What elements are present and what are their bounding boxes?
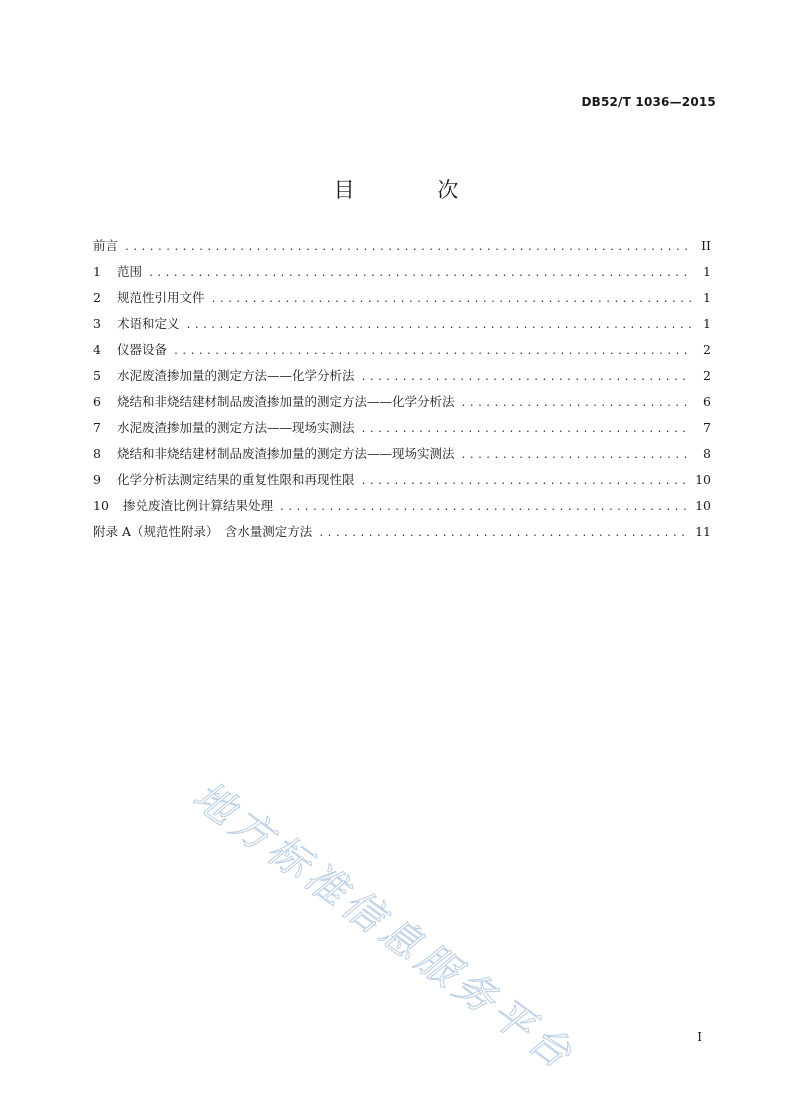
toc-entry[interactable] (93, 314, 711, 340)
toc-entry-page: 10 (695, 472, 711, 487)
toc-title: 目 次 (333, 178, 497, 202)
toc-entry-page: 1 (703, 316, 711, 331)
toc-entry[interactable] (93, 288, 711, 314)
toc-leader-dots (361, 476, 690, 487)
toc-entry-label: 水泥废渣掺加量的测定方法——现场实测法 (117, 420, 355, 435)
toc-entry-number: 9 (93, 472, 101, 487)
toc-entry[interactable] (93, 444, 711, 470)
toc-entry-page: 2 (703, 342, 711, 357)
document-code: DB52/T 1036—2015 (581, 95, 716, 109)
page-number: I (697, 1030, 702, 1044)
toc-entry[interactable] (93, 236, 711, 262)
toc-entry[interactable] (93, 470, 711, 496)
toc-entry[interactable] (93, 496, 711, 522)
toc-entry-label: 掺兑废渣比例计算结果处理 (123, 498, 274, 513)
toc-entry-number: 2 (93, 290, 101, 305)
toc-entry[interactable] (93, 340, 711, 366)
toc-entry-label: 仪器设备 (117, 342, 168, 357)
toc-entry-page: 8 (703, 446, 711, 461)
toc-entry-page: 1 (703, 264, 711, 279)
toc-leader-dots (211, 294, 691, 305)
toc-entry[interactable] (93, 392, 711, 418)
toc-leader-dots (186, 320, 691, 331)
toc-entry-number: 3 (93, 316, 101, 331)
toc-entry-page: 11 (695, 524, 711, 539)
toc-entry-page: 2 (703, 368, 711, 383)
toc-leader-dots (361, 372, 691, 383)
toc-entry[interactable] (93, 418, 711, 444)
toc-leader-dots (461, 450, 691, 461)
toc-entry[interactable] (93, 522, 711, 548)
toc-entry-number: 7 (93, 420, 101, 435)
toc-entry-label: 烧结和非烧结建材制品废渣掺加量的测定方法——现场实测法 (117, 446, 455, 461)
toc-entry-label: 范围 (117, 264, 143, 279)
toc-leader-dots (461, 398, 691, 409)
toc-entry[interactable] (93, 366, 711, 392)
toc-entry-page: 1 (703, 290, 711, 305)
toc-entry-number: 5 (93, 368, 101, 383)
toc-leader-dots (361, 424, 691, 435)
toc-entry-label: 附录 A（规范性附录） 含水量测定方法 (93, 524, 313, 539)
toc-leader-dots (124, 242, 691, 253)
toc-entry-page: 6 (703, 394, 711, 409)
toc-entry-number: 6 (93, 394, 101, 409)
toc-entry-number: 4 (93, 342, 101, 357)
toc-entry-page: 7 (703, 420, 711, 435)
toc-entry-label: 前言 (93, 238, 119, 253)
toc-entry-label: 水泥废渣掺加量的测定方法——化学分析法 (117, 368, 355, 383)
toc-entry-number: 10 (93, 498, 109, 513)
watermark: 地方标准信息服务平台 (184, 772, 584, 1081)
toc-leader-dots (173, 346, 691, 357)
toc-entry-number: 8 (93, 446, 101, 461)
toc-entry-label: 术语和定义 (117, 316, 180, 331)
toc-entry-page: 10 (695, 498, 711, 513)
toc-entry-label: 化学分析法测定结果的重复性限和再现性限 (117, 472, 355, 487)
toc-entry-label: 烧结和非烧结建材制品废渣掺加量的测定方法——化学分析法 (117, 394, 455, 409)
toc-leader-dots (148, 268, 691, 279)
table-of-contents (93, 236, 711, 548)
toc-entry-page: II (701, 238, 711, 253)
toc-entry-number: 1 (93, 264, 101, 279)
toc-entry-label: 规范性引用文件 (117, 290, 205, 305)
toc-leader-dots (279, 502, 689, 513)
toc-entry[interactable] (93, 262, 711, 288)
toc-leader-dots (318, 528, 689, 539)
